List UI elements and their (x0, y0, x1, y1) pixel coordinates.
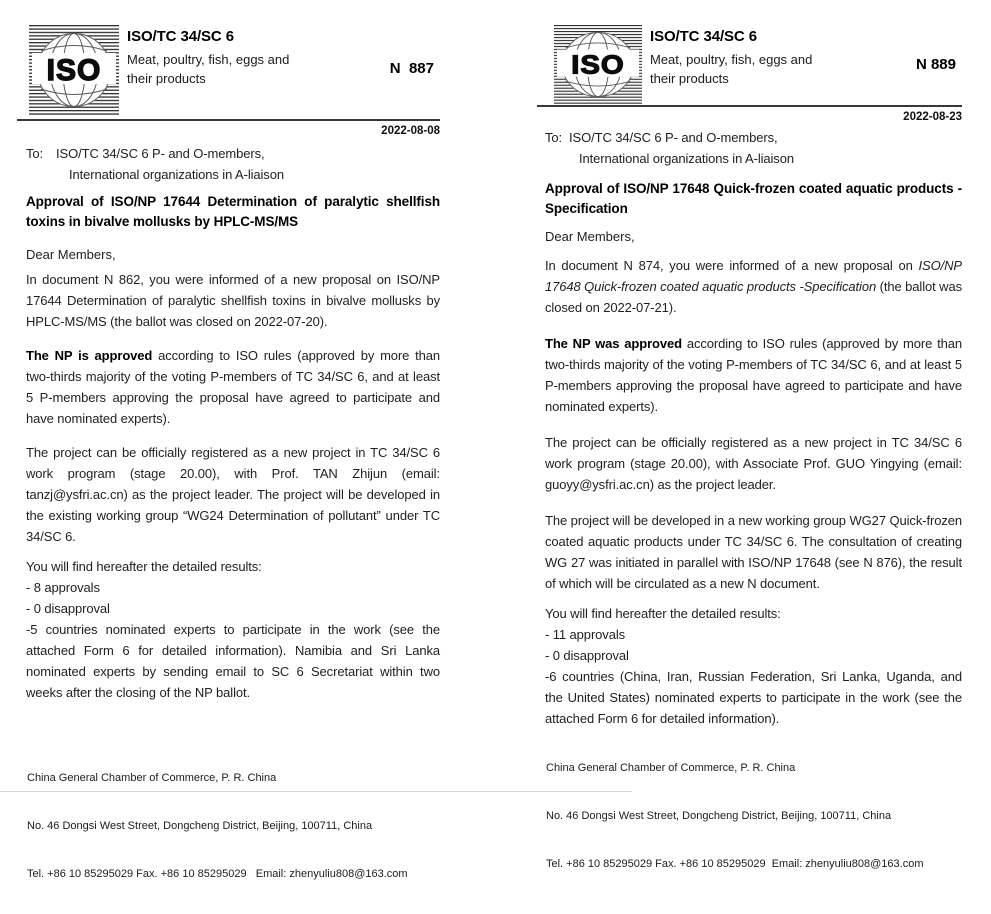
recipients-block (545, 127, 962, 169)
result-item: - 11 approvals (545, 627, 626, 642)
body-paragraph (545, 255, 962, 318)
footer-org: China General Chamber of Commerce, P. R. China (27, 772, 277, 784)
document-header (17, 24, 440, 121)
footer-address: No. 46 Dongsi West Street, Dongcheng District, Beijing, 100711, China (546, 810, 892, 822)
result-item: -5 countries nominated experts to participate in the work (see the attached Form 6 for detailed information). Namibia and Sri Lanka nominated experts by sending email to SC 6 Secretariat within two weeks after the closing of the NP ballot. (26, 622, 440, 700)
proposal-title-italic: ISO/NP 17648 Quick-frozen coated aquatic products -Specification (545, 258, 962, 294)
scope-line2: their products (650, 71, 729, 86)
committee-block (127, 24, 289, 88)
doc-date: 2022-08-23 (903, 111, 962, 123)
iso-logo (29, 25, 119, 115)
recipient-line: International organizations in A-liaison (69, 167, 284, 182)
committee-title: ISO/TC 34/SC 6 (650, 28, 757, 45)
footer-org: China General Chamber of Commerce, P. R. China (546, 762, 796, 774)
iso-logo-text: ISO (571, 49, 625, 79)
paragraph-text: (the ballot was closed on 2022-07-21). (545, 279, 962, 315)
subject-heading: Approval of ISO/NP 17648 Quick-frozen coated aquatic products - Specification (545, 181, 962, 216)
approval-status: The NP is approved (26, 348, 153, 363)
results-section (26, 556, 440, 703)
document-n889 (545, 24, 962, 870)
body-paragraph: The project can be officially registered as a new project in TC 34/SC 6 work program (stage 20.00), with Associate Prof. GUO Yingying (email: guoyy@ysfri.ac.cn) as the project leader. (545, 435, 962, 492)
to-label: To: (545, 130, 563, 145)
body-paragraph: The project will be developed in a new working group WG27 Quick-frozen coated aquatic products under TC 34/SC 6. The consultation of creating WG 27 was initiated in parallel with ISO/NP 17648 (see N 876), the result of which will be circulated as a new N document. (545, 513, 962, 591)
scope-line2: their products (127, 71, 206, 86)
doc-number: N 887 (389, 60, 434, 77)
result-item: - 0 disapproval (545, 648, 629, 663)
committee-title: ISO/TC 34/SC 6 (127, 28, 234, 45)
recipients-block (26, 143, 440, 185)
doc-number: N 889 (915, 56, 956, 73)
salutation: Dear Members, (545, 229, 635, 244)
committee-scope (650, 50, 812, 88)
document-n887 (26, 24, 441, 880)
scope-line1: Meat, poultry, fish, eggs and (127, 52, 290, 67)
results-intro: You will find hereafter the detailed results: (545, 606, 781, 621)
page-bottom-edge (0, 791, 632, 792)
footer (27, 738, 408, 914)
paragraph-text: In document N 874, you were informed of a new proposal on (545, 258, 919, 273)
body-paragraph: In document N 862, you were informed of a new proposal on ISO/NP 17644 Determination of paralytic shellfish toxins in bivalve mollusks by HPLC-MS/MS (the ballot was closed on 2022-07-20). (26, 272, 440, 329)
paragraph-text: according to ISO rules (approved by more than two-thirds majority of the voting P-members of TC 34/SC 6, and at least 5 P-members approving the proposal have agreed to participate and have nominated experts). (545, 336, 962, 414)
body-paragraph: The project can be officially registered as a new project in TC 34/SC 6 work program (stage 20.00), with Prof. TAN Zhijun (email: tanzj@ysfri.ac.cn) as the project leader. The project will be developed in the existing working group “WG24 Determination of pollutant” under TC 34/SC 6. (26, 445, 440, 544)
committee-block (650, 24, 812, 88)
iso-logo (554, 25, 642, 104)
committee-scope (127, 50, 289, 88)
results-intro: You will find hereafter the detailed results: (26, 559, 262, 574)
recipient-line: ISO/TC 34/SC 6 P- and O-members, (56, 146, 265, 161)
recipient-line: ISO/TC 34/SC 6 P- and O-members, (569, 130, 778, 145)
body-paragraph (26, 345, 440, 429)
result-item: - 0 disapproval (26, 601, 110, 616)
iso-logo-text: ISO (46, 54, 102, 87)
paragraph-text: according to ISO rules (approved by more than two-thirds majority of the voting P-members of TC 34/SC 6, and at least 5 P-members approving the proposal have agreed to participate and have nominated experts). (26, 348, 441, 426)
footer (546, 728, 924, 904)
recipients (569, 127, 794, 169)
to-label: To: (26, 146, 44, 161)
results-section (545, 603, 962, 729)
iso-globe-logo (554, 25, 642, 104)
subject-heading: Approval of ISO/NP 17644 Determination of paralytic shellfish toxins in bivalve mollusks by HPLC-MS/MS (26, 194, 440, 229)
approval-status: The NP was approved (545, 336, 682, 351)
result-item: -6 countries (China, Iran, Russian Federation, Sri Lanka, Uganda, and the United States) nominated experts to participate in the work (see the attached Form 6 for detailed information). (545, 669, 962, 726)
salutation: Dear Members, (26, 247, 116, 262)
footer-address: No. 46 Dongsi West Street, Dongcheng District, Beijing, 100711, China (27, 820, 373, 832)
footer-contact: Tel. +86 10 85295029 Fax. +86 10 85295029 Email: zhenyuliu808@163.com (27, 868, 408, 880)
scope-line1: Meat, poultry, fish, eggs and (650, 52, 813, 67)
document-header (537, 24, 962, 107)
body-paragraph (545, 333, 962, 417)
recipient-line: International organizations in A-liaison (579, 151, 794, 166)
recipients (56, 143, 284, 185)
iso-globe-logo (29, 25, 119, 115)
footer-contact: Tel. +86 10 85295029 Fax. +86 10 85295029 Email: zhenyuliu808@163.com (546, 858, 924, 870)
result-item: - 8 approvals (26, 580, 100, 595)
doc-date: 2022-08-08 (381, 125, 440, 137)
